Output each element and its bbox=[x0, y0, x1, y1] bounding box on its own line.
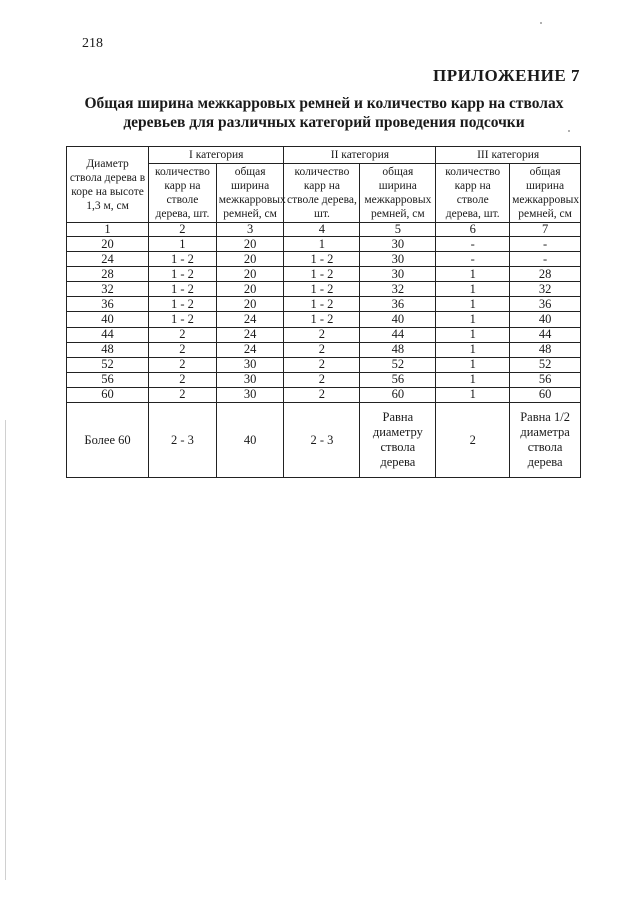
cat3-count-cell: 1 bbox=[436, 387, 510, 402]
diameter-cell: 24 bbox=[67, 252, 149, 267]
count-header: количество карр на стволе дерева, шт. bbox=[436, 164, 510, 223]
category-1-header: I категория bbox=[149, 147, 284, 164]
table-row bbox=[67, 282, 581, 297]
cat1-width-cell: 20 bbox=[216, 252, 284, 267]
cat2-width-cell: 44 bbox=[360, 327, 436, 342]
cat1-width-cell: 20 bbox=[216, 237, 284, 252]
cat1-width-cell: 24 bbox=[216, 342, 284, 357]
cat2-width-cell: 48 bbox=[360, 342, 436, 357]
cat2-width-cell: 56 bbox=[360, 372, 436, 387]
cat3-count-cell: 1 bbox=[436, 267, 510, 282]
cat3-width-cell: 52 bbox=[510, 357, 581, 372]
cat2-width-cell: 30 bbox=[360, 252, 436, 267]
cat1-width-cell: 30 bbox=[216, 372, 284, 387]
table-row bbox=[67, 267, 581, 282]
width-header: общая ширина межкарровых ремней, см bbox=[216, 164, 284, 223]
cat2-width-cell: 32 bbox=[360, 282, 436, 297]
cat3-width-cell: - bbox=[510, 252, 581, 267]
cat1-width-cell: 20 bbox=[216, 282, 284, 297]
table-row bbox=[67, 237, 581, 252]
width-header: общая ширина межкарровых ремней, см bbox=[360, 164, 436, 223]
diameter-header: Диаметр ствола дерева в коре на высоте 1,3 м, см bbox=[67, 147, 149, 223]
scan-speck bbox=[540, 22, 542, 24]
scan-speck bbox=[568, 130, 570, 132]
cat2-count-cell: 1 - 2 bbox=[284, 282, 360, 297]
cat3-count-cell: 2 bbox=[436, 403, 510, 478]
cat3-count-cell: - bbox=[436, 237, 510, 252]
cat1-count-cell: 1 - 2 bbox=[149, 312, 217, 327]
page-number: 218 bbox=[82, 36, 103, 51]
cat2-count-cell: 2 bbox=[284, 327, 360, 342]
cat2-count-cell: 2 bbox=[284, 357, 360, 372]
cat2-width-cell: 52 bbox=[360, 357, 436, 372]
cat3-count-cell: 1 bbox=[436, 342, 510, 357]
scan-edge-line bbox=[5, 420, 6, 880]
table-row bbox=[67, 252, 581, 267]
column-numbers-row bbox=[67, 223, 581, 237]
cat3-width-cell: 60 bbox=[510, 387, 581, 402]
cat2-count-cell: 1 - 2 bbox=[284, 312, 360, 327]
cat1-width-cell: 20 bbox=[216, 297, 284, 312]
table-row bbox=[67, 387, 581, 402]
cat1-count-cell: 2 bbox=[149, 357, 217, 372]
cat3-width-cell: 32 bbox=[510, 282, 581, 297]
cat1-count-cell: 1 bbox=[149, 237, 217, 252]
diameter-cell: 44 bbox=[67, 327, 149, 342]
table-row bbox=[67, 327, 581, 342]
cat1-count-cell: 2 bbox=[149, 327, 217, 342]
table-row bbox=[67, 312, 581, 327]
cat1-count-cell: 2 bbox=[149, 387, 217, 402]
table-row bbox=[67, 372, 581, 387]
table-row bbox=[67, 297, 581, 312]
cat2-count-cell: 1 - 2 bbox=[284, 252, 360, 267]
diameter-cell: 52 bbox=[67, 357, 149, 372]
cat3-width-cell: 28 bbox=[510, 267, 581, 282]
diameter-cell: Более 60 bbox=[67, 403, 149, 478]
category-3-header: III категория bbox=[436, 147, 581, 164]
header-row-categories bbox=[67, 147, 581, 164]
cat3-width-cell: 56 bbox=[510, 372, 581, 387]
cat3-width-cell: 40 bbox=[510, 312, 581, 327]
cat3-count-cell: 1 bbox=[436, 297, 510, 312]
cat1-count-cell: 1 - 2 bbox=[149, 267, 217, 282]
cat2-count-cell: 1 - 2 bbox=[284, 297, 360, 312]
table-row bbox=[67, 342, 581, 357]
diameter-cell: 32 bbox=[67, 282, 149, 297]
cat2-count-cell: 2 bbox=[284, 342, 360, 357]
cat1-width-cell: 30 bbox=[216, 357, 284, 372]
cat1-width-cell: 24 bbox=[216, 312, 284, 327]
column-number: 3 bbox=[216, 223, 284, 237]
column-number: 4 bbox=[284, 223, 360, 237]
column-number: 7 bbox=[510, 223, 581, 237]
diameter-cell: 56 bbox=[67, 372, 149, 387]
cat1-width-cell: 30 bbox=[216, 387, 284, 402]
cat3-count-cell: 1 bbox=[436, 357, 510, 372]
diameter-cell: 60 bbox=[67, 387, 149, 402]
cat1-count-cell: 2 bbox=[149, 342, 217, 357]
diameter-cell: 36 bbox=[67, 297, 149, 312]
appendix-label: ПРИЛОЖЕНИЕ 7 bbox=[433, 66, 580, 85]
cat3-width-cell: 44 bbox=[510, 327, 581, 342]
data-table bbox=[66, 146, 581, 478]
cat1-width-cell: 40 bbox=[216, 403, 284, 478]
cat2-width-cell: 30 bbox=[360, 237, 436, 252]
cat3-width-cell: Равна 1/2 диаметра ствола дерева bbox=[510, 403, 581, 478]
cat1-count-cell: 1 - 2 bbox=[149, 297, 217, 312]
diameter-cell: 40 bbox=[67, 312, 149, 327]
cat2-count-cell: 1 - 2 bbox=[284, 267, 360, 282]
cat2-width-cell: 36 bbox=[360, 297, 436, 312]
cat3-count-cell: - bbox=[436, 252, 510, 267]
cat2-width-cell: Равна диаметру ствола дерева bbox=[360, 403, 436, 478]
table-title: Общая ширина межкарровых ремней и количество карр на стволах деревьев для различных категорий проведения подсочки bbox=[84, 95, 564, 131]
column-number: 2 bbox=[149, 223, 217, 237]
cat3-count-cell: 1 bbox=[436, 312, 510, 327]
diameter-cell: 20 bbox=[67, 237, 149, 252]
column-number: 6 bbox=[436, 223, 510, 237]
cat2-count-cell: 2 bbox=[284, 387, 360, 402]
cat2-width-cell: 30 bbox=[360, 267, 436, 282]
cat3-width-cell: 36 bbox=[510, 297, 581, 312]
cat3-width-cell: - bbox=[510, 237, 581, 252]
column-number: 5 bbox=[360, 223, 436, 237]
table-row bbox=[67, 357, 581, 372]
cat2-count-cell: 2 bbox=[284, 372, 360, 387]
table-row bbox=[67, 403, 581, 478]
cat2-width-cell: 60 bbox=[360, 387, 436, 402]
cat2-count-cell: 2 - 3 bbox=[284, 403, 360, 478]
cat3-count-cell: 1 bbox=[436, 282, 510, 297]
cat1-width-cell: 20 bbox=[216, 267, 284, 282]
cat3-count-cell: 1 bbox=[436, 372, 510, 387]
diameter-cell: 48 bbox=[67, 342, 149, 357]
category-2-header: II категория bbox=[284, 147, 436, 164]
table-body bbox=[67, 237, 581, 478]
cat3-width-cell: 48 bbox=[510, 342, 581, 357]
cat2-count-cell: 1 bbox=[284, 237, 360, 252]
count-header: количество карр на стволе дерева, шт. bbox=[284, 164, 360, 223]
diameter-cell: 28 bbox=[67, 267, 149, 282]
cat3-count-cell: 1 bbox=[436, 327, 510, 342]
cat1-count-cell: 1 - 2 bbox=[149, 282, 217, 297]
cat1-count-cell: 1 - 2 bbox=[149, 252, 217, 267]
column-number: 1 bbox=[67, 223, 149, 237]
cat2-width-cell: 40 bbox=[360, 312, 436, 327]
cat1-count-cell: 2 bbox=[149, 372, 217, 387]
cat1-width-cell: 24 bbox=[216, 327, 284, 342]
cat1-count-cell: 2 - 3 bbox=[149, 403, 217, 478]
count-header: количество карр на стволе дерева, шт. bbox=[149, 164, 217, 223]
width-header: общая ширина межкарровых ремней, см bbox=[510, 164, 581, 223]
